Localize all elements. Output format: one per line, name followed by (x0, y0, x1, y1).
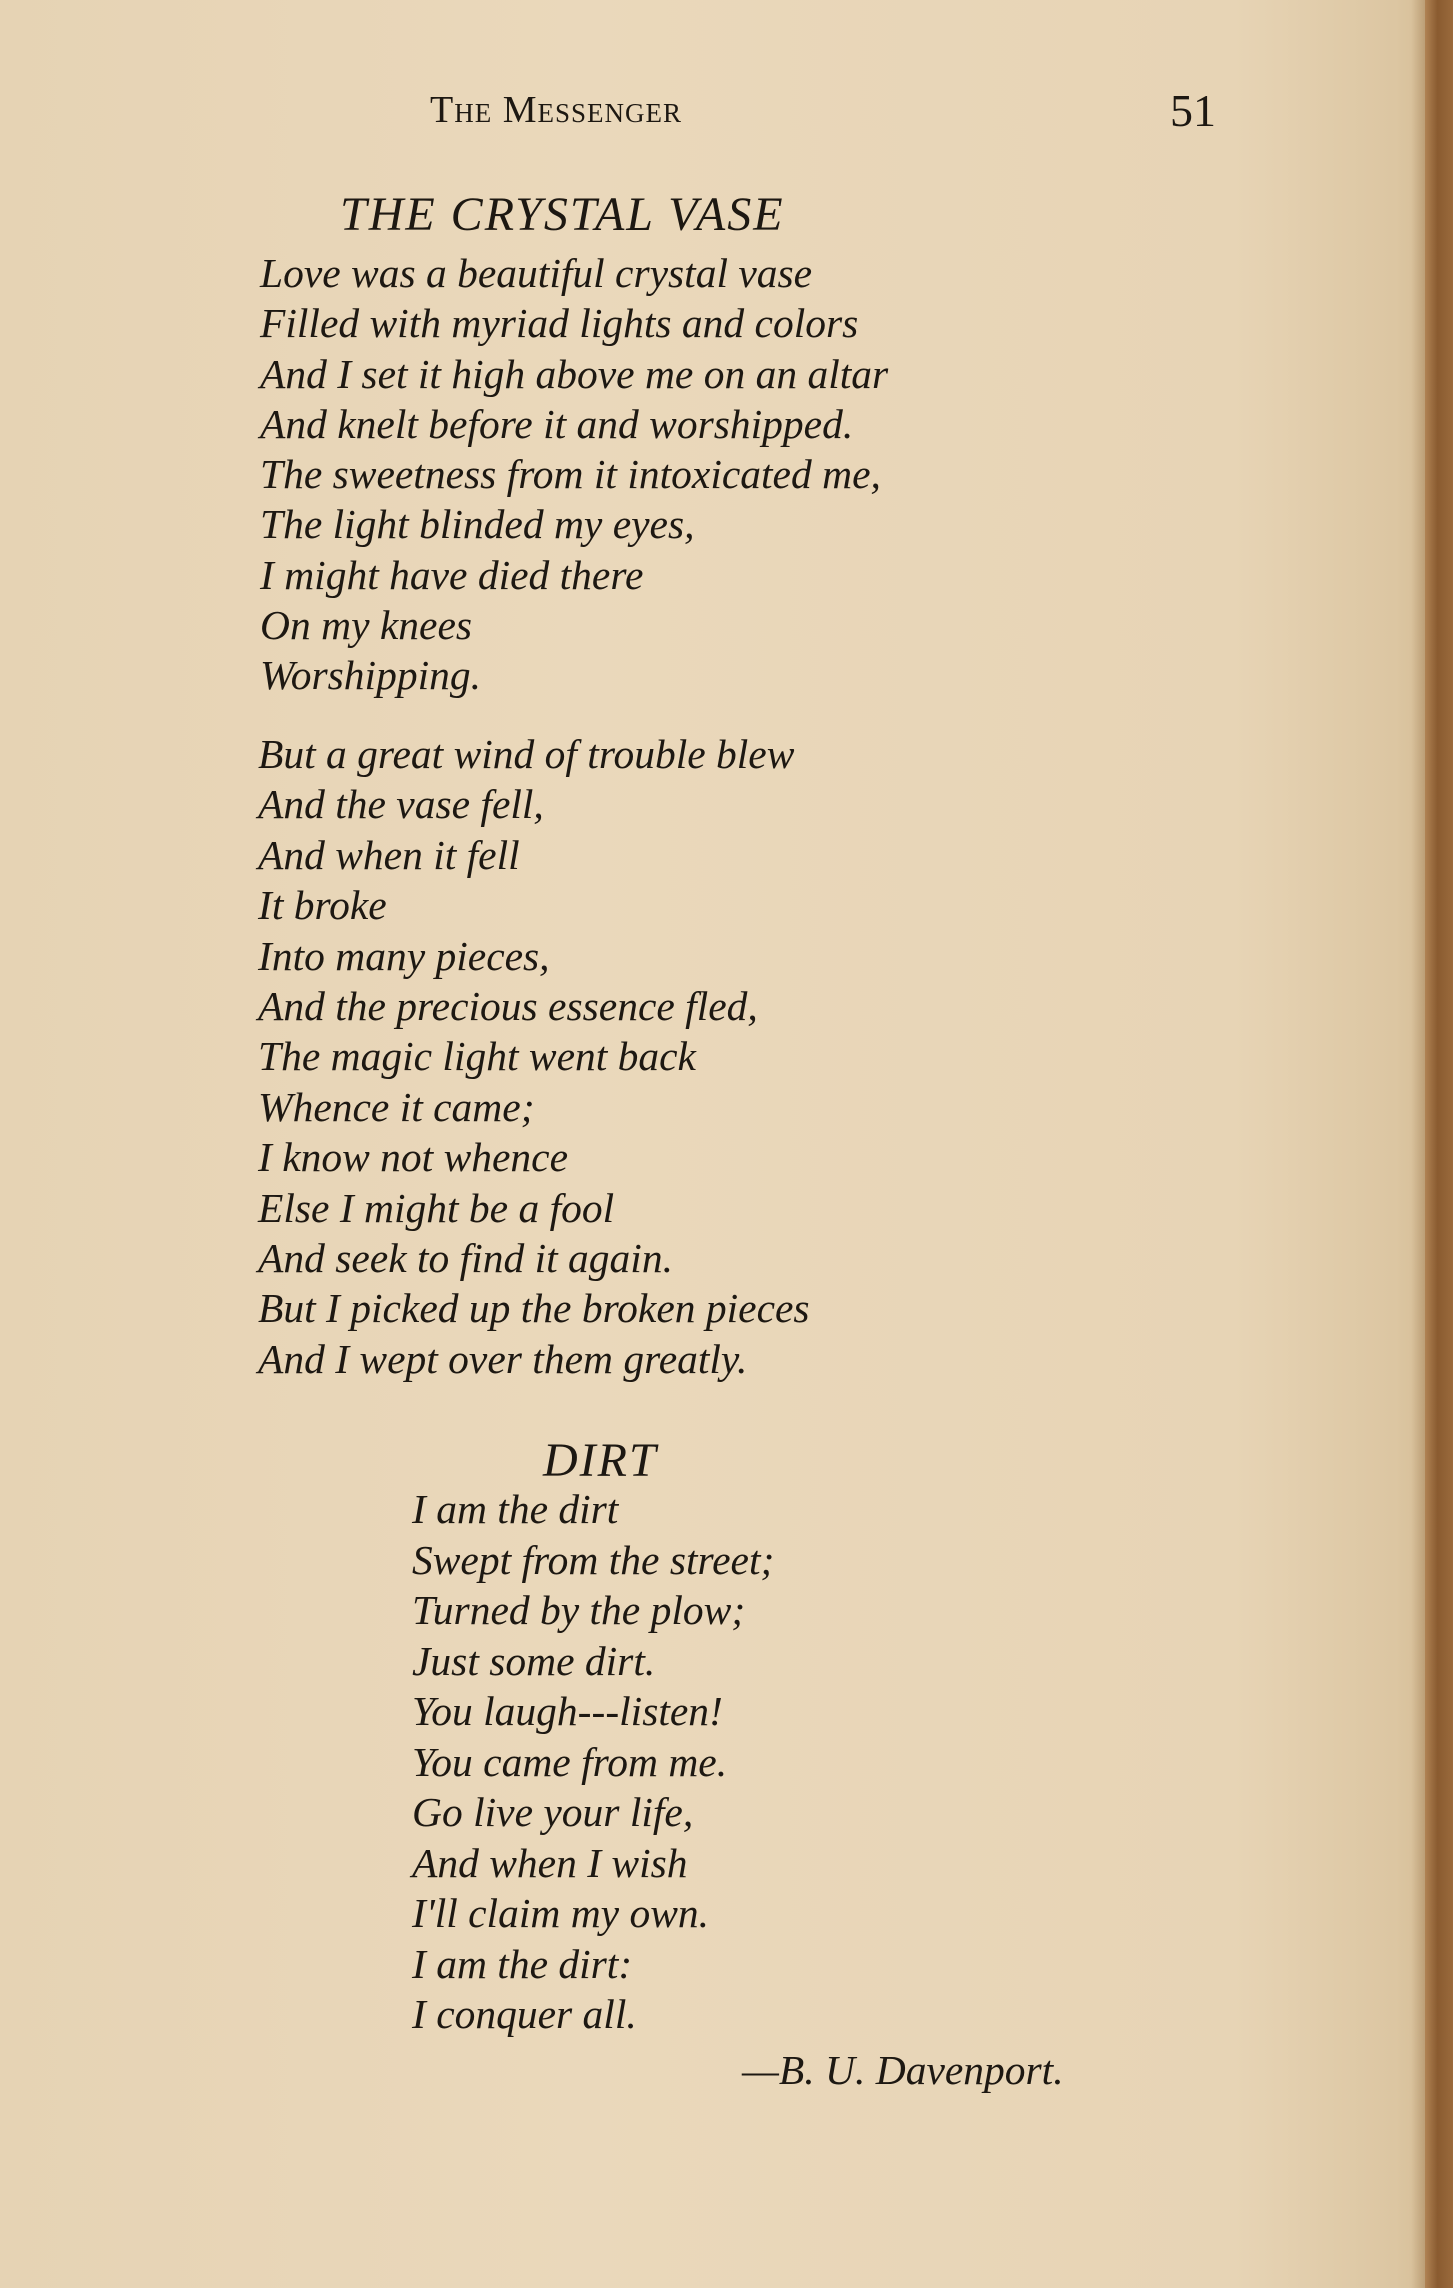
poem-line: Just some dirt. (412, 1637, 656, 1684)
stanza-dirt-1 (412, 1484, 774, 2040)
poem-line: Go live your life, (412, 1789, 694, 1835)
poem-line: On my knees (260, 602, 473, 649)
poem-title-crystal-vase: THE CRYSTAL VASE (340, 188, 785, 241)
poem-line: And knelt before it and worshipped. (260, 400, 854, 447)
poem-line: And when I wish (412, 1839, 688, 1886)
poem-line: You came from me. (412, 1738, 728, 1785)
poem-line: You laugh---listen! (412, 1688, 723, 1734)
poem-title-dirt: DIRT (543, 1434, 658, 1487)
poem-line: I am the dirt (412, 1486, 619, 1532)
poem-line: And the vase fell, (258, 781, 544, 828)
page-number: 51 (1170, 85, 1216, 136)
poem-line: It broke (258, 882, 387, 929)
poem-line: Turned by the plow; (412, 1587, 746, 1633)
poem-line: I might have died there (260, 551, 644, 598)
poem-line: Filled with myriad lights and colors (260, 300, 859, 347)
poem-line: Into many pieces, (258, 932, 550, 979)
poem-line: And the precious essence fled, (258, 983, 758, 1030)
running-header-title: The Messenger (430, 89, 683, 131)
poem-line: And I set it high above me on an altar (260, 350, 889, 397)
stanza-crystal-vase-2 (258, 729, 810, 1384)
poem-line: Love was a beautiful crystal vase (260, 250, 813, 296)
stanza-crystal-vase-1 (260, 248, 888, 701)
poem-line: I'll claim my own. (412, 1890, 710, 1936)
poem-line: But I picked up the broken pieces (258, 1285, 810, 1332)
poem-line: And seek to find it again. (258, 1235, 673, 1282)
poem-line: But a great wind of trouble blew (258, 731, 795, 777)
page-edge-shadow (1411, 0, 1425, 2288)
poem-line: I know not whence (258, 1134, 569, 1181)
poem-line: Else I might be a fool (258, 1184, 615, 1231)
poem-line: The light blinded my eyes, (260, 501, 695, 548)
poem-line: The sweetness from it intoxicated me, (260, 451, 881, 498)
book-spine-edge (1425, 0, 1453, 2288)
poem-line: I conquer all. (412, 1991, 637, 2037)
author-signature: —B. U. Davenport. (742, 2047, 1064, 2093)
poem-line: Swept from the street; (412, 1536, 775, 1583)
poem-line: Worshipping. (260, 652, 481, 699)
poem-line: I am the dirt: (412, 1940, 633, 1987)
poem-line: And when it fell (258, 831, 520, 878)
poem-line: Whence it came; (258, 1083, 535, 1130)
poem-line: And I wept over them greatly. (258, 1335, 748, 1382)
poem-line: The magic light went back (258, 1033, 696, 1080)
